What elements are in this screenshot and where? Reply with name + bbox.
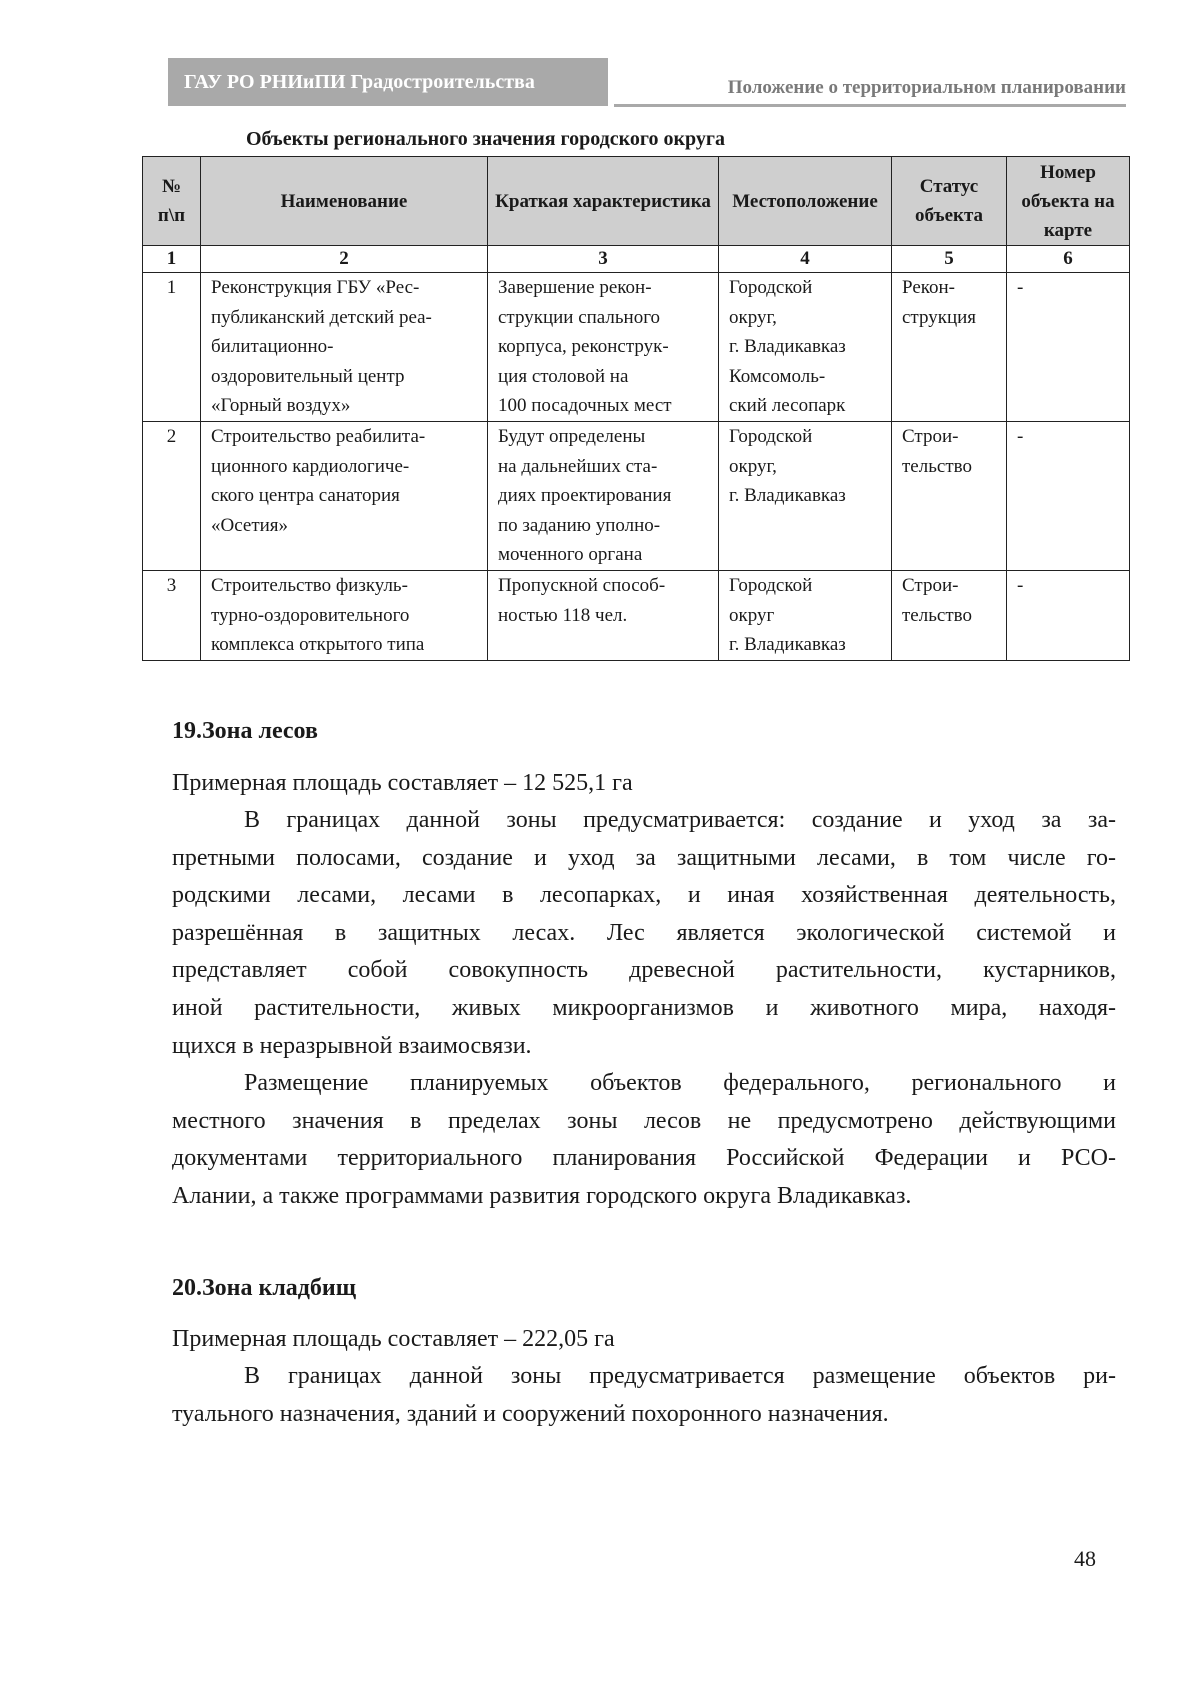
column-number: 3 [488,246,719,273]
text-line: г. Владикавказ [729,634,846,656]
row-number: 2 [143,421,201,570]
text-line: турно-оздоровительного [211,604,410,626]
text-line: округ, [729,455,777,477]
text-line: публиканский детский реа- [211,306,432,328]
object-map-number: - [1007,273,1130,422]
object-characteristic [488,570,719,660]
text-line: моченного органа [498,544,643,566]
text-line: иной растительности, живых микроорганизмов и животного мира, находя- [172,994,1116,1021]
object-characteristic [488,421,719,570]
text-line: В границах данной зоны предусматривается размещение объектов ри- [244,1363,1116,1389]
object-name [201,273,488,422]
column-number-row [143,246,1130,273]
text-line: Размещение планируемых объектов федерального, регионального и [244,1070,1116,1096]
column-number: 5 [892,246,1007,273]
text-line: корпуса, реконструк- [498,336,669,358]
text-line: г. Владикавказ [729,336,846,358]
column-header-map-number: Номер объекта на карте [1007,157,1130,246]
section-area-cemeteries: Примерная площадь составляет – 222,05 га [172,1326,615,1352]
table-row [143,421,1130,570]
row-number: 1 [143,273,201,422]
text-line: Завершение рекон- [498,277,652,298]
object-location [719,570,892,660]
text-line: г. Владикавказ [729,485,846,507]
section-heading-forests: 19.Зона лесов [172,718,318,744]
text-line: струкция [902,306,977,328]
text-line: местного значения в пределах зоны лесов не предусмотрено действующими [172,1107,1116,1134]
text-line: билитационно- [211,336,334,358]
section-area-forests: Примерная площадь составляет – 12 525,1 га [172,770,633,796]
text-line: разрешённая в защитных лесах. Лес является экологической системой и [172,919,1116,946]
object-name [201,421,488,570]
column-number: 1 [143,246,201,273]
object-characteristic [488,273,719,422]
text-line: ция столовой на [498,365,629,387]
table-row [143,273,1130,422]
text-line: Городской [729,277,813,298]
text-line: щихся в неразрывной взаимосвязи. [172,1032,532,1059]
text-line: Строительство физкуль- [211,574,408,596]
text-line: оздоровительный центр [211,365,405,387]
column-header-location: Местоположение [719,157,892,246]
text-line: «Горный воздух» [211,395,351,417]
text-line: диях проектирования [498,485,672,507]
text-line: Строи- [902,425,959,447]
header-organization: ГАУ РО РНИиПИ Градостроительства [168,58,608,106]
text-line: Реконструкция ГБУ «Рес- [211,277,420,298]
column-header-name: Наименование [201,157,488,246]
object-map-number: - [1007,421,1130,570]
text-line: 100 посадочных мест [498,395,672,417]
object-status [892,273,1007,422]
table-title: Объекты регионального значения городского округа [246,128,725,150]
column-header-status: Статус объекта [892,157,1007,246]
text-line: округ, [729,306,777,328]
text-line: Комсомоль- [729,365,826,387]
text-line: В границах данной зоны предусматривается: создание и уход за за- [244,807,1116,833]
text-line: претными полосами, создание и уход за защитными лесами, в том числе го- [172,844,1116,871]
object-status [892,570,1007,660]
text-line: родскими лесами, лесами в лесопарках, и иная хозяйственная деятельность, [172,882,1116,909]
paragraph [172,1065,1116,1215]
text-line: туального назначения, зданий и сооружений похоронного назначения. [172,1400,889,1427]
objects-table [142,156,1130,661]
text-line: по заданию уполно- [498,514,661,536]
text-line: «Осетия» [211,514,289,536]
text-line: Городской [729,574,813,596]
object-location [719,273,892,422]
column-number: 2 [201,246,488,273]
text-line: Пропускной способ- [498,574,666,596]
header-document-title: Положение о территориальном планировании [614,74,1126,107]
text-line: ского центра санатория [211,485,400,507]
text-line: струкции спального [498,306,661,328]
object-location [719,421,892,570]
text-line: тельство [902,604,972,626]
text-line: ский лесопарк [729,395,846,417]
text-line: Городской [729,425,813,447]
column-header-characteristic: Краткая характеристика [488,157,719,246]
text-line: документами территориального планирования Российской Федерации и РСО- [172,1145,1116,1172]
text-line: ционного кардиологиче- [211,455,410,477]
paragraph [172,802,1116,1065]
text-line: представляет собой совокупность древесной растительности, кустарников, [172,957,1116,984]
object-name [201,570,488,660]
column-number: 4 [719,246,892,273]
text-line: на дальнейших ста- [498,455,658,477]
text-line: ностью 118 чел. [498,604,628,626]
text-line: округ [729,604,775,626]
text-line: Строи- [902,574,959,596]
text-line: Строительство реабилита- [211,425,426,447]
column-header-number: № п\п [143,157,201,246]
text-line: тельство [902,455,972,477]
table-row [143,570,1130,660]
text-line: Будут определены [498,425,646,447]
table-header-row [143,157,1130,246]
section-heading-cemeteries: 20.Зона кладбищ [172,1275,357,1301]
text-line: Рекон- [902,277,956,298]
object-status [892,421,1007,570]
column-number: 6 [1007,246,1130,273]
object-map-number: - [1007,570,1130,660]
page-number: 48 [1074,1546,1096,1571]
paragraph [172,1358,1116,1433]
text-line: Алании, а также программами развития городского округа Владикавказ. [172,1182,912,1209]
text-line: комплекса открытого типа [211,634,425,656]
row-number: 3 [143,570,201,660]
